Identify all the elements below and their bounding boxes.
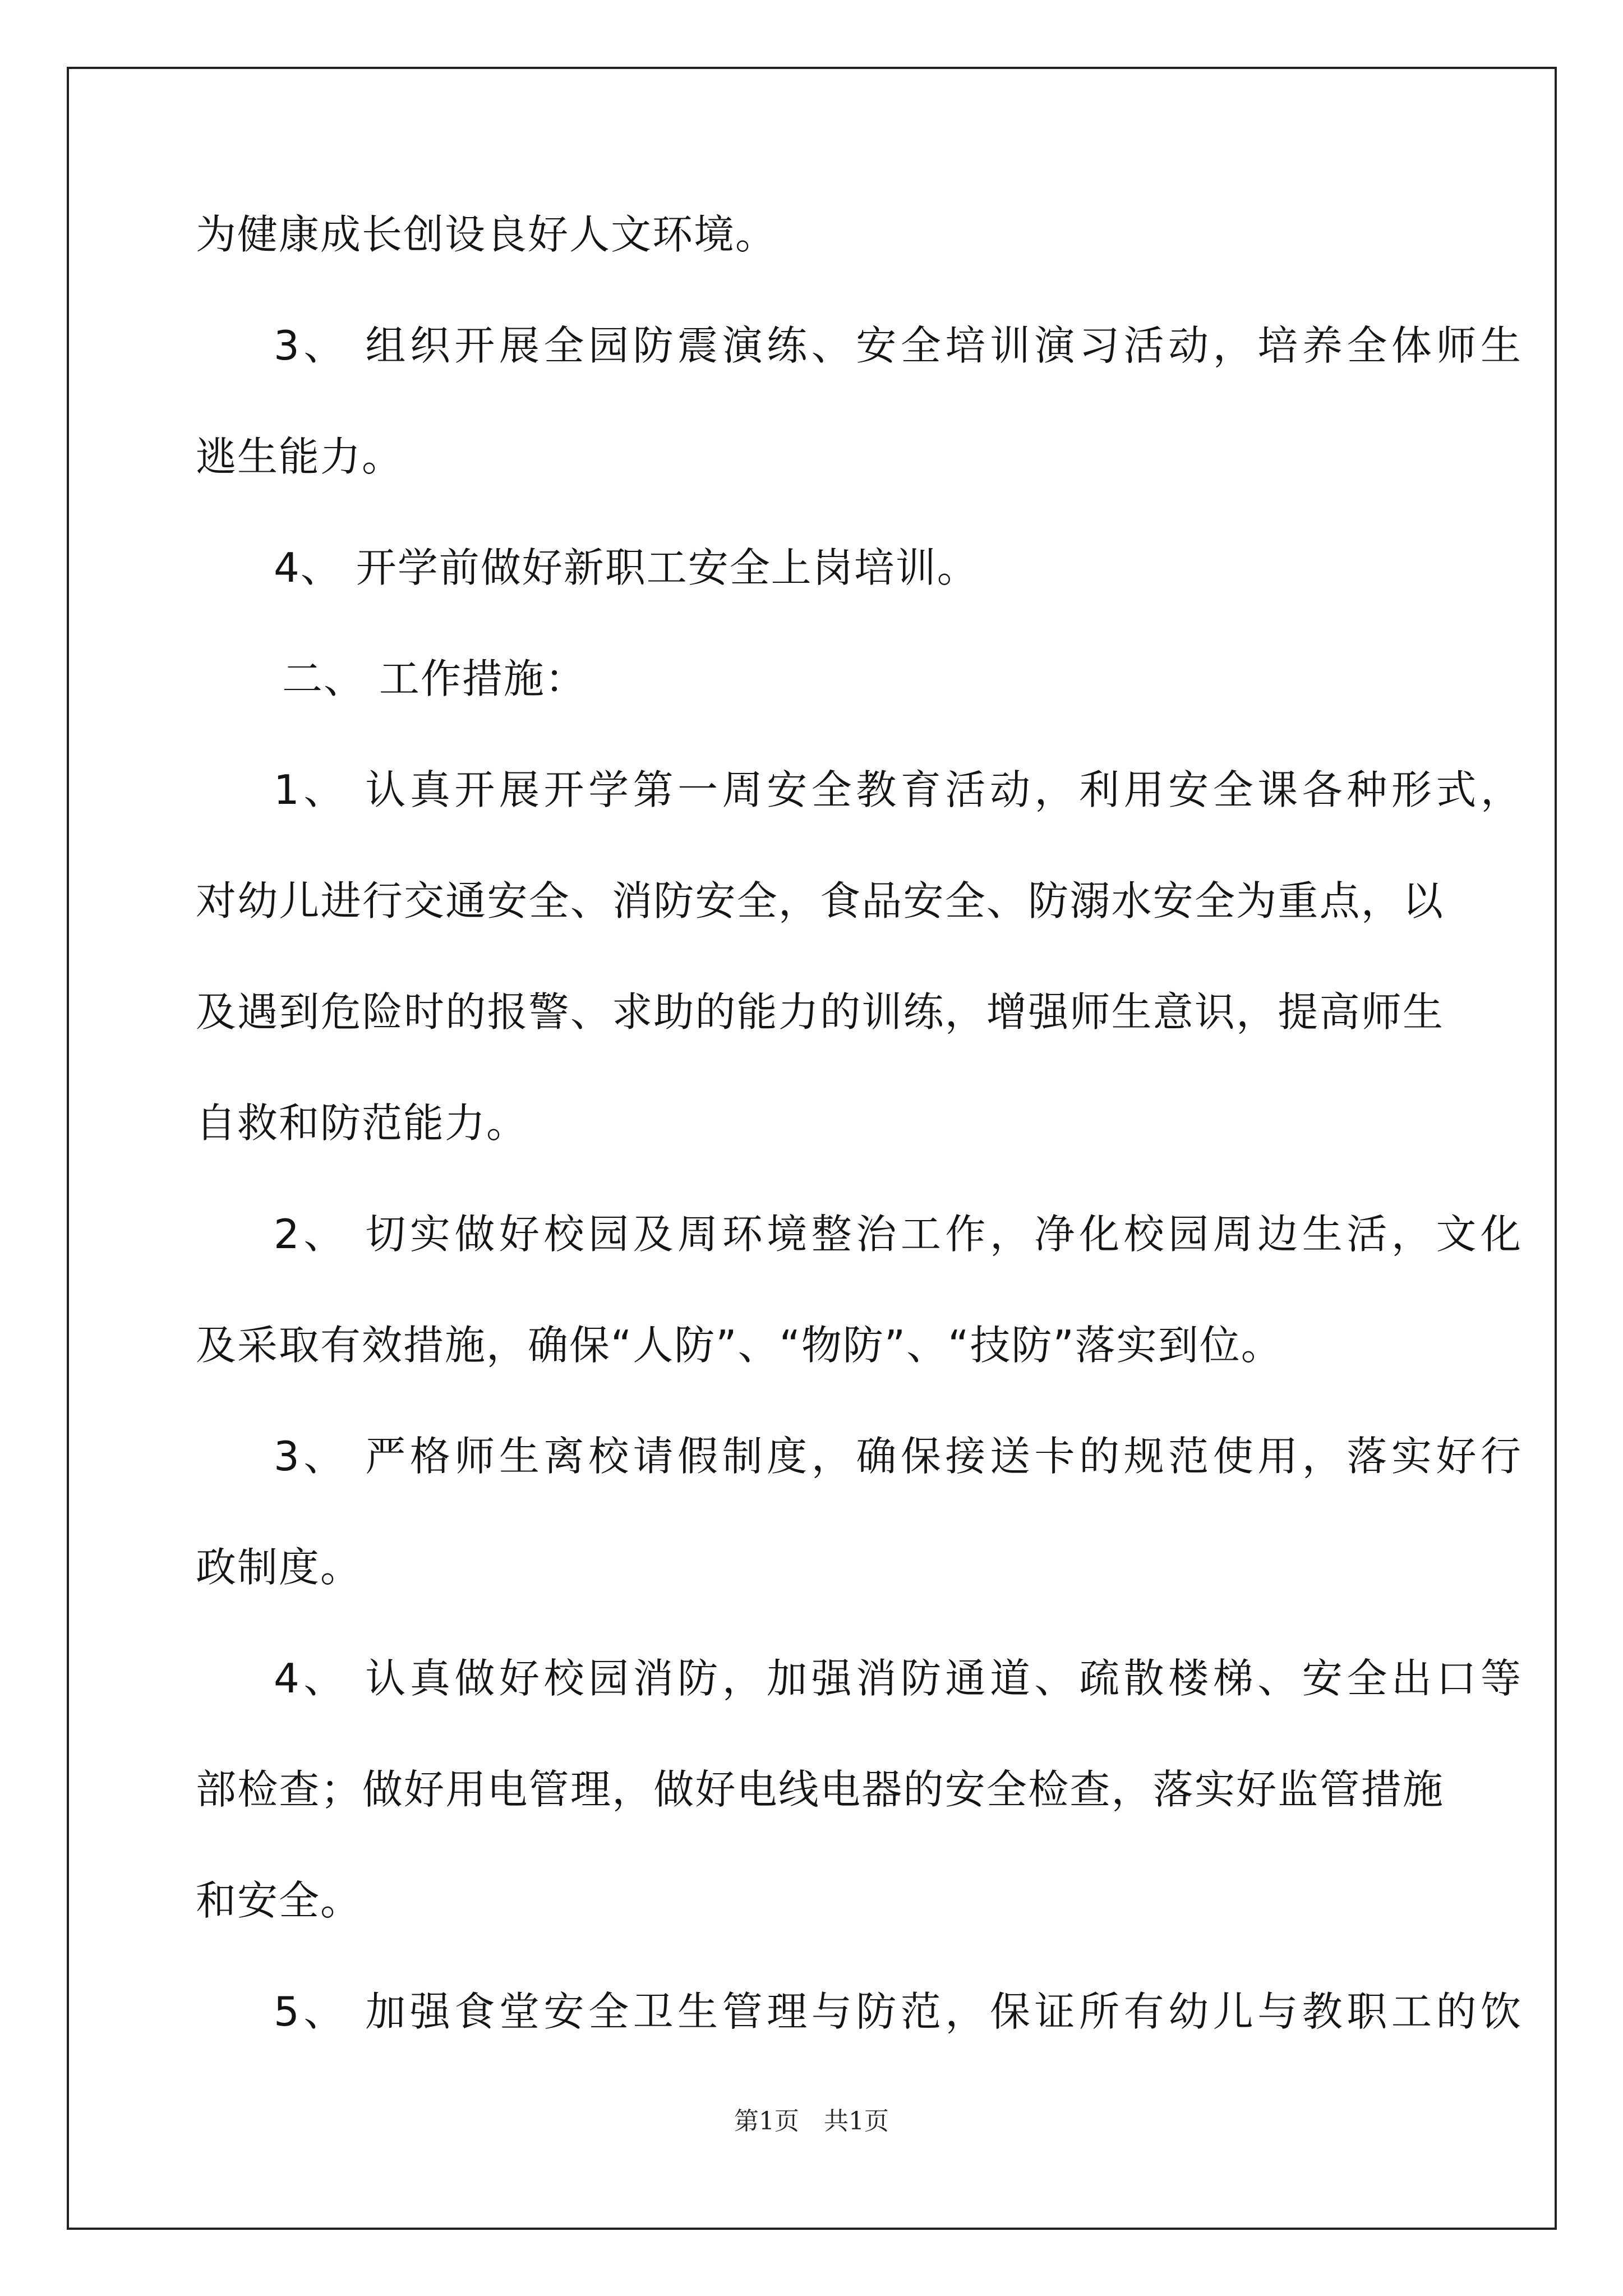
text-line: 4、 认真做好校园消防，加强消防通道、疏散楼梯、安全出口等 [274, 1655, 1522, 1702]
page-footer: 第1页 共1页 [734, 2107, 889, 2136]
text-line: 逃生能力。 [196, 433, 404, 480]
text-line: 自救和防范能力。 [196, 1099, 528, 1147]
text-line: 和安全。 [196, 1877, 362, 1924]
text-line: 为健康成长创设良好人文环境。 [196, 211, 777, 258]
text-line: 1、 认真开展开学第一周安全教育活动，利用安全课各种形式， [274, 766, 1522, 813]
text-line: 2、 切实做好校园及周环境整治工作，净化校园周边生活，文化 [274, 1211, 1522, 1258]
text-line: 对幼儿进行交通安全、消防安全，食品安全、防溺水安全为重点，以 [196, 877, 1444, 924]
section-heading: 二、 工作措施： [282, 655, 587, 702]
text-line: 3、 组织开展全园防震演练、安全培训演习活动，培养全体师生 [274, 322, 1522, 369]
text-line: 及采取有效措施，确保“人防”、“物防”、“技防”落实到位。 [196, 1322, 1283, 1369]
text-line: 及遇到危险时的报警、求助的能力的训练，增强师生意识，提高师生 [196, 988, 1444, 1036]
text-line: 政制度。 [196, 1544, 362, 1591]
text-line: 4、 开学前做好新职工安全上岗培训。 [274, 544, 979, 591]
text-line: 部检查；做好用电管理，做好电线电器的安全检查，落实好监管措施 [196, 1766, 1444, 1813]
text-line: 5、 加强食堂安全卫生管理与防范，保证所有幼儿与教职工的饮 [274, 1988, 1522, 2035]
text-line: 3、 严格师生离校请假制度，确保接送卡的规范使用，落实好行 [274, 1433, 1522, 1480]
